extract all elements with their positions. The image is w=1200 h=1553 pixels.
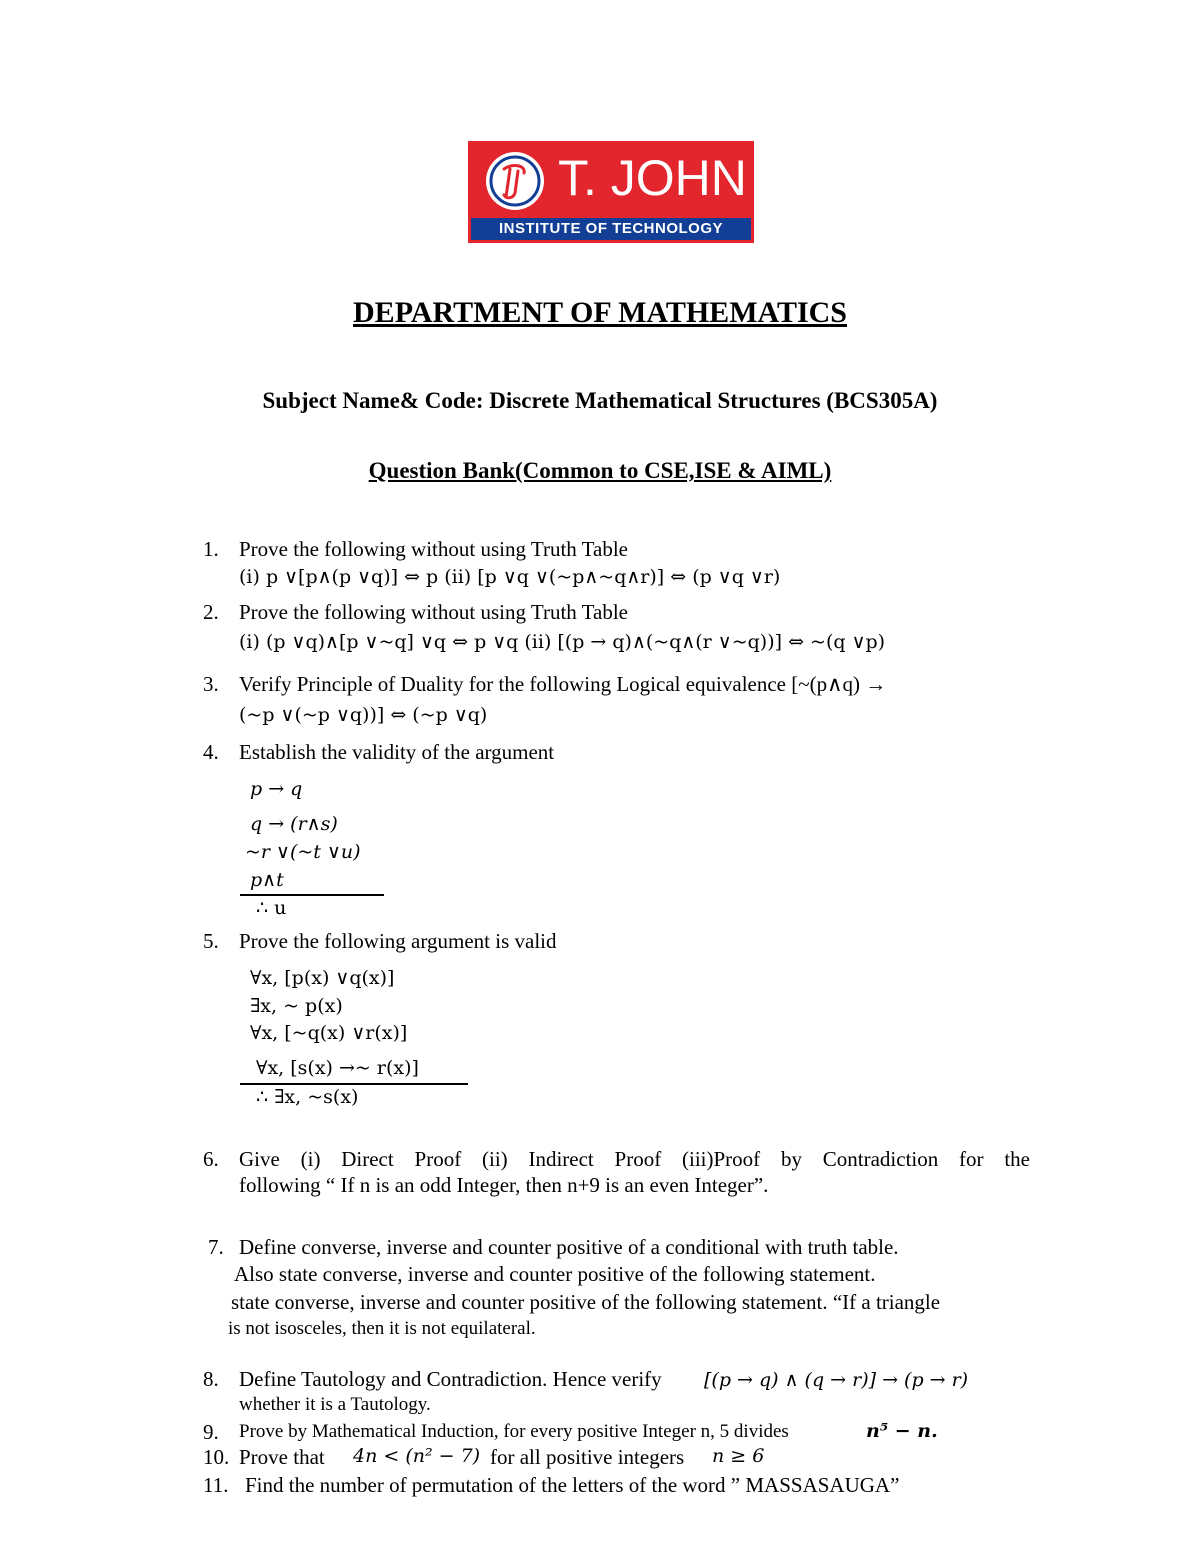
question-text: Prove the following without using Truth Table	[239, 537, 628, 561]
question-text: Prove by Mathematical Induction, for every positive Integer n, 5 divides	[239, 1421, 789, 1442]
question-text: Verify Principle of Duality for the following Logical equivalence [~(p∧q) →	[239, 672, 887, 696]
argument-rule	[240, 894, 384, 896]
question-text-continued: Also state converse, inverse and counter positive of the following statement.	[234, 1262, 876, 1286]
question-text: Find the number of permutation of the letters of the word ” MASSASAUGA”	[245, 1473, 900, 1497]
premise: ∀x, [s(x) →~ r(x)]	[256, 1057, 419, 1079]
question-text: Prove that	[239, 1445, 325, 1469]
question-math: (i) (p ∨q)∧[p ∨~q] ∨q ⇔ p ∨q (ii) [(p → q)∧(~q∧(r ∨~q))] ⇔ ~(q ∨p)	[239, 631, 886, 653]
question-math: (i) p ∨[p∧(p ∨q)] ⇔ p (ii) [p ∨q ∨(~p∧~q∧r)] ⇔ (p ∨q ∨r)	[239, 566, 781, 588]
institute-logo	[468, 141, 754, 243]
question-math-condition: n ≥ 6	[712, 1445, 765, 1467]
question-number: 10.	[203, 1445, 230, 1469]
logo-name: T. JOHN	[558, 150, 747, 206]
question-text-continued: is not isosceles, then it is not equilateral.	[228, 1318, 536, 1339]
question-text-continued: state converse, inverse and counter positive of the following statement. “If a triangle	[231, 1290, 941, 1314]
question-number: 6.	[203, 1147, 219, 1171]
question-text: Prove the following argument is valid	[239, 929, 557, 953]
question-bank-title: Question Bank(Common to CSE,ISE & AIML)	[368, 458, 832, 483]
question-math: n⁵ − n.	[866, 1420, 938, 1442]
department-title: DEPARTMENT OF MATHEMATICS	[353, 296, 847, 329]
question-number: 9.	[203, 1420, 219, 1444]
premise: q → (r∧s)	[250, 813, 338, 835]
conclusion: ∴ u	[256, 897, 287, 919]
question-math: [(p → q) ∧ (q → r)] → (p → r)	[704, 1369, 969, 1391]
argument-rule	[240, 1083, 468, 1085]
emblem-icon	[482, 147, 548, 215]
question-number: 7.	[208, 1235, 224, 1259]
question-math-continued: (~p ∨(~p ∨q))] ⇔ (~p ∨q)	[239, 704, 488, 726]
question-number: 3.	[203, 672, 219, 696]
premise: ~r ∨(~t ∨u)	[245, 841, 361, 863]
premise: p → q	[250, 778, 303, 800]
logo-tagline: INSTITUTE OF TECHNOLOGY	[471, 218, 751, 240]
question-text: Define Tautology and Contradiction. Hence verify	[239, 1367, 662, 1391]
conclusion: ∴ ∃x, ~s(x)	[256, 1086, 359, 1108]
premise: ∃x, ~ p(x)	[250, 995, 343, 1017]
question-text: Give (i) Direct Proof (ii) Indirect Proof (iii)Proof by Contradiction for the	[239, 1147, 1030, 1171]
question-number: 4.	[203, 740, 219, 764]
question-number: 8.	[203, 1367, 219, 1391]
premise: ∀x, [p(x) ∨q(x)]	[250, 967, 395, 989]
premise: ∀x, [~q(x) ∨r(x)]	[250, 1022, 408, 1044]
question-text-continued: whether it is a Tautology.	[239, 1394, 431, 1415]
question-text: Establish the validity of the argument	[239, 740, 555, 764]
question-math: 4n < (n² − 7)	[353, 1445, 481, 1467]
question-text: Prove the following without using Truth Table	[239, 600, 628, 624]
question-text-continued: following “ If n is an odd Integer, then n+9 is an even Integer”.	[239, 1173, 769, 1197]
question-number: 5.	[203, 929, 219, 953]
subject-line: Subject Name& Code: Discrete Mathematical Structures (BCS305A)	[262, 388, 938, 413]
question-number: 11.	[203, 1473, 229, 1497]
question-text: Define converse, inverse and counter positive of a conditional with truth table.	[239, 1235, 899, 1259]
question-number: 1.	[203, 537, 219, 561]
premise: p∧t	[250, 869, 284, 891]
question-text-continued: for all positive integers	[490, 1445, 685, 1469]
question-number: 2.	[203, 600, 219, 624]
